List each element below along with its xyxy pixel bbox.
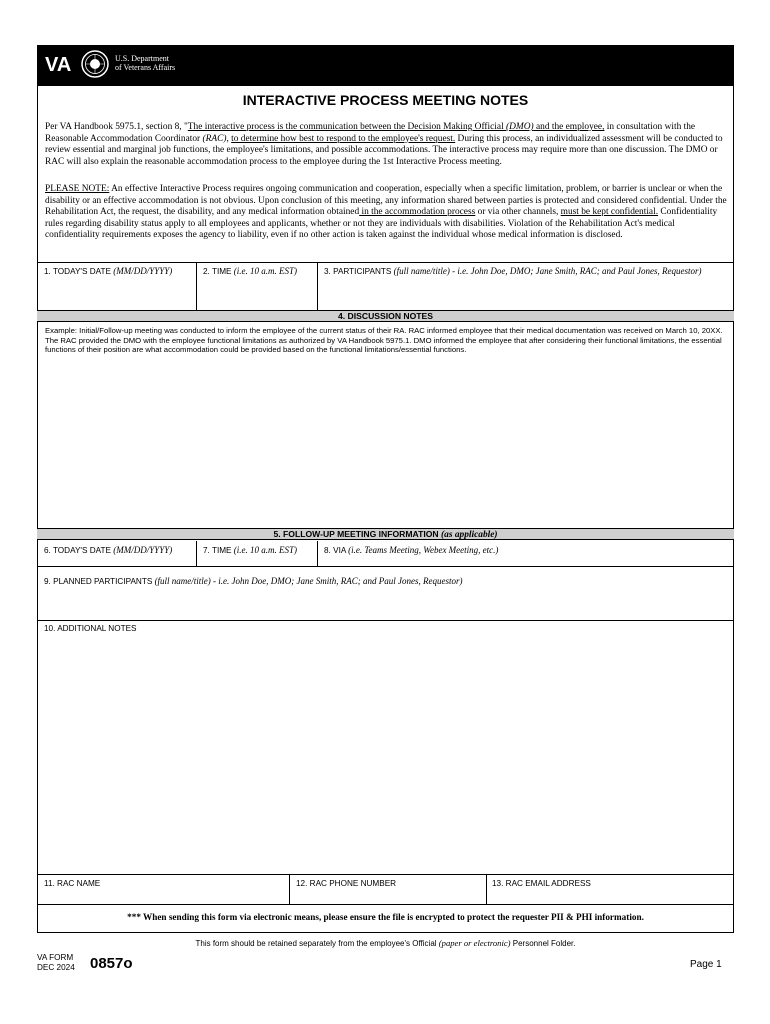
divider [317, 541, 318, 566]
encryption-warning: *** When sending this form via electronic means, please ensure the file is encrypted to protect the requester PII & PHI information. [127, 912, 644, 922]
form-number-label [37, 953, 75, 973]
divider [37, 620, 734, 621]
divider [196, 541, 197, 566]
dept-name [115, 54, 175, 72]
dept-line-1: U.S. Department [115, 54, 169, 63]
divider [37, 904, 734, 905]
time-field[interactable]: 2. TIME (i.e. 10 a.m. EST) [203, 266, 298, 276]
via-field[interactable]: 8. VIA (i.e. Teams Meeting, Webex Meeting, etc.) [324, 545, 499, 555]
additional-notes-field[interactable]: 10. ADDITIONAL NOTES [44, 624, 137, 633]
intro-paragraph-2: PLEASE NOTE: An effective Interactive Process requires ongoing communication and cooperation, especially when a specific limitation, problem, or barrier is unclear or when the disability or an effective accommodation is not obvious. Upon conclusion of this meeting, any information shared between parties is protected and considered confidential. Under the Rehabilitation Act, the request, the disability, and any medical information obtained in the accommodation process or via other channels, must be kept confidential. Confidentiality rules regarding disability status apply to all employees and applicants, whether or not they are individuals with disabilities. Violation of the Rehabilitation Act's medical confidentiality requirements exposes the agency to liability, even if no other action is taken against the individual whose medical information is disclosed. [45, 184, 727, 241]
discussion-notes-header: 4. DISCUSSION NOTES [37, 310, 734, 322]
form-label-line-2: DEC 2024 [37, 963, 75, 972]
form-label-line-1: VA FORM [37, 953, 74, 962]
participants-field[interactable]: 3. PARTICIPANTS (full name/title) - i.e. John Doe, DMO; Jane Smith, RAC; and Paul Jones, Requestor) [324, 266, 702, 276]
form-title: INTERACTIVE PROCESS MEETING NOTES [242, 92, 529, 108]
todays-date-field[interactable]: 1. TODAY'S DATE (MM/DD/YYYY) [44, 266, 173, 276]
va-header-bar [37, 45, 734, 85]
divider [37, 566, 734, 567]
divider [317, 262, 318, 310]
divider [196, 262, 197, 310]
divider [289, 874, 290, 904]
planned-participants-field[interactable]: 9. PLANNED PARTICIPANTS (full name/title) - i.e. John Doe, DMO; Jane Smith, RAC; and Paul Jones, Requestor) [44, 576, 463, 586]
follow-up-meeting-header: 5. FOLLOW-UP MEETING INFORMATION (as applicable) [37, 528, 734, 540]
divider [486, 874, 487, 904]
dept-line-2: of Veterans Affairs [115, 63, 176, 72]
discussion-notes-field[interactable]: Example: Initial/Follow-up meeting was conducted to inform the employee of the current status of their RA. RAC informed employee that their medical documentation was received on March 10, 20XX. The RAC provided the DMO with the employee functional limitations as authorized by VA Handbook 5975.1. DMO informed the employee that after considering their functional limitations, the essential functions of their position are what accommodation could be provided based on the functional limitations/essential functions. [45, 326, 723, 355]
followup-date-field[interactable]: 6. TODAY'S DATE (MM/DD/YYYY) [44, 545, 173, 555]
followup-time-field[interactable]: 7. TIME (i.e. 10 a.m. EST) [203, 545, 298, 555]
divider [37, 262, 734, 263]
va-logo: VA [45, 54, 72, 76]
divider [37, 874, 734, 875]
form-code: 0857o [90, 955, 133, 972]
rac-email-field[interactable]: 13. RAC EMAIL ADDRESS [492, 879, 591, 888]
intro-paragraph-1: Per VA Handbook 5975.1, section 8, "The interactive process is the communication between the Decision Making Official (DMO) and the employee, in consultation with the Reasonable Accommodation Coordinator (RAC), to determine how best to respond to the employee's request. During this process, an individualized assessment will be conducted to review essential and marginal job functions, the employee's limitations, and possible accommodations. The interactive process may require more than one discussion. The DMO or RAC will also explain the reasonable accommodation process to the employee during the 1st Interactive Process meeting. [45, 122, 723, 167]
retention-note: This form should be retained separately from the employee's Official (paper or electronic) Personnel Folder. [195, 938, 576, 948]
va-seal-icon [81, 50, 109, 78]
rac-name-field[interactable]: 11. RAC NAME [44, 879, 101, 888]
rac-phone-field[interactable]: 12. RAC PHONE NUMBER [296, 879, 397, 888]
page-number: Page 1 [690, 959, 722, 970]
